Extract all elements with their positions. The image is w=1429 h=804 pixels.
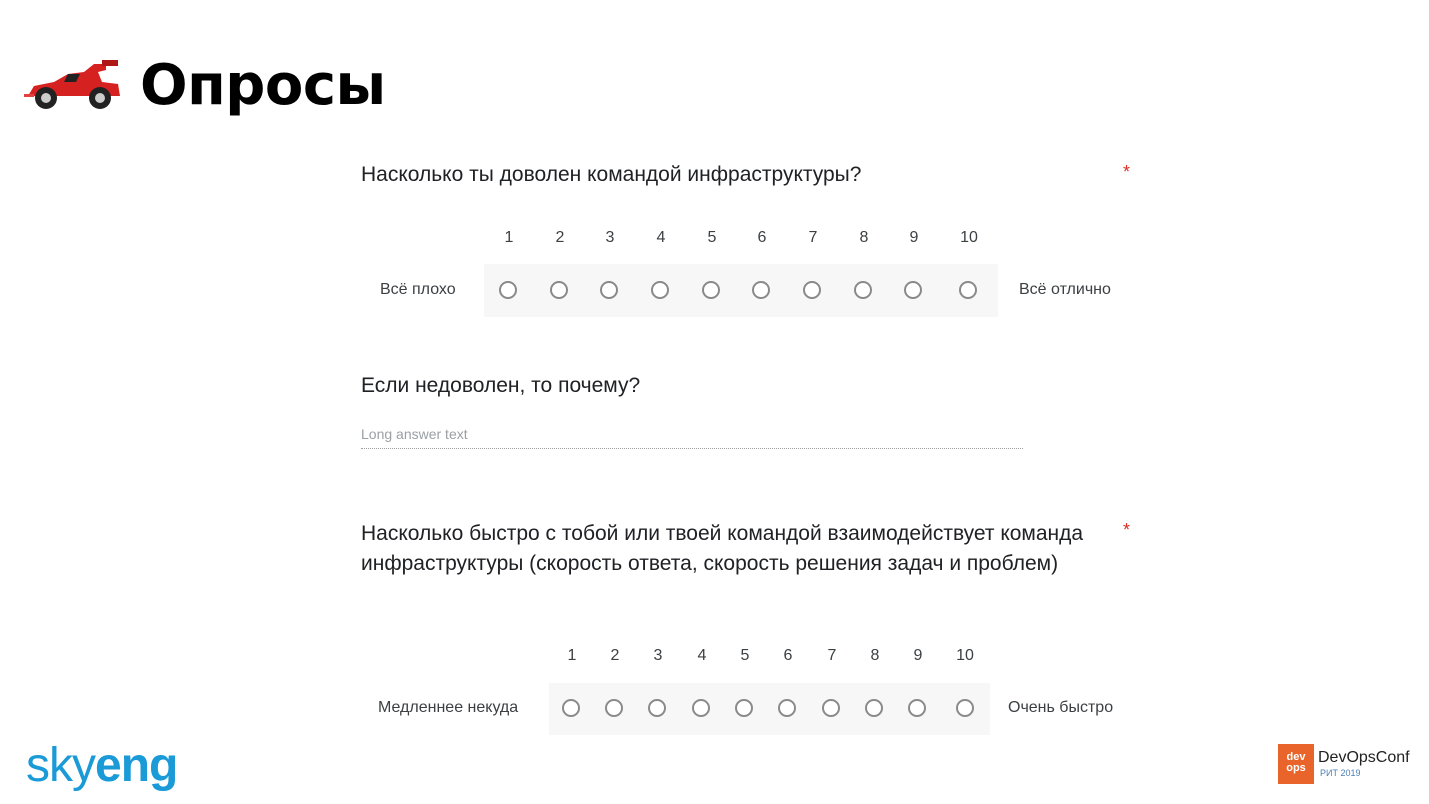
radio-option-4[interactable]	[651, 281, 669, 299]
radio-option-10[interactable]	[959, 281, 977, 299]
scale-number: 10	[956, 647, 974, 664]
required-marker: *	[1123, 162, 1131, 182]
scale-number: 6	[757, 229, 767, 246]
radio-option-7[interactable]	[822, 699, 840, 717]
scale-min-label: Всё плохо	[380, 281, 456, 298]
long-answer-placeholder: Long answer text	[361, 426, 468, 442]
question-3-title: Насколько быстро с тобой или твоей командой взаимодействует команда инфраструктуры (скорость ответа, скорость решения задач и проблем)	[361, 522, 1084, 575]
scale-number: 8	[870, 647, 880, 664]
badge-top-text: dev	[1286, 751, 1306, 763]
radio-option-1[interactable]	[562, 699, 580, 717]
scale-number: 8	[859, 229, 869, 246]
scale-number: 5	[740, 647, 750, 664]
scale-min-label: Медленнее некуда	[378, 699, 519, 716]
radio-option-9[interactable]	[908, 699, 926, 717]
radio-option-3[interactable]	[600, 281, 618, 299]
scale-number: 9	[909, 229, 919, 246]
radio-option-5[interactable]	[702, 281, 720, 299]
scale-number: 4	[656, 229, 666, 246]
slide-title: Опросы	[140, 53, 386, 118]
radio-option-6[interactable]	[752, 281, 770, 299]
scale-max-label: Очень быстро	[1008, 699, 1114, 716]
conference-name: DevOpsConf	[1318, 749, 1410, 766]
radio-option-1[interactable]	[499, 281, 517, 299]
scale-number: 5	[707, 229, 717, 246]
scale-number: 7	[808, 229, 818, 246]
radio-option-6[interactable]	[778, 699, 796, 717]
radio-option-4[interactable]	[692, 699, 710, 717]
brand-suffix: eng	[95, 739, 178, 792]
scale-number: 10	[960, 229, 978, 246]
radio-option-8[interactable]	[854, 281, 872, 299]
required-marker: *	[1123, 520, 1131, 540]
brand-prefix: sky	[26, 739, 95, 792]
radio-option-5[interactable]	[735, 699, 753, 717]
long-answer-field[interactable]	[361, 448, 1023, 449]
scale-number: 2	[555, 229, 565, 246]
radio-option-2[interactable]	[550, 281, 568, 299]
race-car-icon	[24, 56, 122, 112]
scale-max-label: Всё отлично	[1019, 281, 1111, 298]
radio-option-8[interactable]	[865, 699, 883, 717]
scale-number: 7	[827, 647, 837, 664]
scale-number: 9	[913, 647, 923, 664]
question-1-title: Насколько ты доволен командой инфраструктуры?	[361, 163, 862, 186]
scale-number: 1	[567, 647, 577, 664]
radio-option-9[interactable]	[904, 281, 922, 299]
scale-number: 3	[605, 229, 615, 246]
conference-subtitle: РИТ 2019	[1320, 768, 1361, 778]
badge-bottom-text: ops	[1286, 762, 1306, 774]
question-2-title: Если недоволен, то почему?	[361, 374, 641, 397]
scale-number: 6	[783, 647, 793, 664]
scale-number: 1	[504, 229, 514, 246]
radio-option-7[interactable]	[803, 281, 821, 299]
radio-option-10[interactable]	[956, 699, 974, 717]
skyeng-logo	[26, 738, 177, 794]
radio-option-3[interactable]	[648, 699, 666, 717]
scale-number: 2	[610, 647, 620, 664]
scale-number: 4	[697, 647, 707, 664]
devops-badge-icon	[1278, 744, 1314, 784]
scale-number: 3	[653, 647, 663, 664]
radio-option-2[interactable]	[605, 699, 623, 717]
